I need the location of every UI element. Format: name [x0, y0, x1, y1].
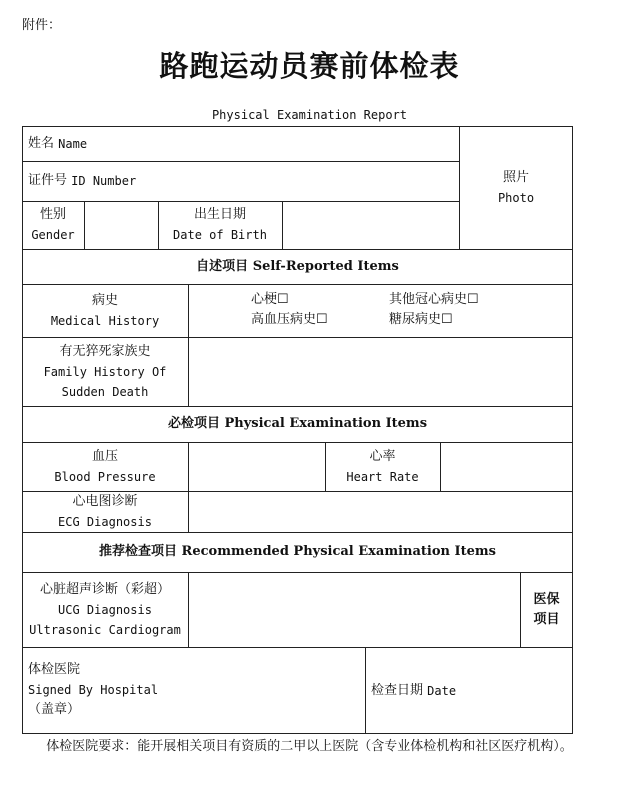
name-label-cn: 姓名 — [28, 135, 55, 151]
hospital-cn: 体检医院 — [28, 662, 81, 677]
ecg-label — [22, 491, 188, 532]
birth-label-en: Date of Birth — [173, 228, 267, 242]
page-title: 路跑运动员赛前体检表 — [159, 49, 460, 83]
photo-label-cn: 照片 — [502, 169, 529, 185]
option-diabetes[interactable]: 糖尿病史☐ — [389, 312, 453, 327]
heart-rate-label — [325, 442, 440, 491]
photo-label-en: Photo — [497, 190, 535, 205]
exam-date-label — [365, 647, 573, 734]
birth-label-cn: 出生日期 — [193, 207, 246, 222]
exam-date-cn: 检查日期 — [371, 682, 424, 698]
name-label — [22, 126, 459, 161]
footnote: 体检医院要求：能开展相关项目有资质的二甲以上医院（含专业体检机构和社区医疗机构）。 — [46, 739, 573, 754]
blood-pressure-en: Blood Pressure — [54, 469, 156, 484]
section-self-reported-title: 自述项目 Self-Reported Items — [196, 258, 399, 274]
hospital-label — [22, 655, 365, 725]
ucg-cn: 心脏超声诊断（彩超） — [39, 581, 170, 597]
gender-label-cn: 性别 — [39, 207, 66, 222]
ucg-en2: Ultrasonic Cardiogram — [29, 622, 181, 637]
medical-history-label — [22, 284, 188, 337]
photo-cell — [459, 126, 573, 249]
page-subtitle: Physical Examination Report — [211, 108, 408, 122]
hospital-en: Signed By Hospital — [28, 683, 159, 697]
medical-history-en: Medical History — [50, 313, 160, 328]
medical-history-cn: 病史 — [91, 292, 118, 308]
divider — [188, 284, 189, 406]
insurance-line2: 项目 — [533, 611, 560, 627]
ucg-en1: UCG Diagnosis — [58, 602, 152, 617]
insurance-line1: 医保 — [533, 591, 560, 607]
divider — [440, 442, 441, 491]
section-recommended-title: 推荐检查项目 Recommended Physical Examination Items — [99, 544, 496, 559]
blood-pressure-cn: 血压 — [91, 448, 118, 464]
birth-label — [158, 201, 282, 249]
ecg-cn: 心电图诊断 — [72, 493, 138, 509]
option-other-chd[interactable]: 其他冠心病史☐ — [389, 292, 479, 307]
divider — [188, 442, 189, 532]
gender-label-en: Gender — [31, 228, 75, 242]
ecg-en: ECG Diagnosis — [58, 514, 152, 529]
section-physical — [22, 406, 573, 442]
family-history-cn: 有无猝死家族史 — [59, 343, 151, 359]
divider — [188, 572, 189, 647]
id-number-label — [22, 161, 459, 201]
name-label-en: Name — [58, 136, 88, 151]
blood-pressure-label — [22, 442, 188, 491]
attachment-label: 附件： — [22, 18, 62, 33]
option-mi[interactable]: 心梗☐ — [251, 292, 289, 307]
ucg-label — [22, 572, 188, 647]
heart-rate-cn: 心率 — [369, 448, 396, 464]
family-history-en1: Family History Of — [43, 364, 167, 379]
section-recommended — [22, 532, 573, 572]
divider — [84, 201, 85, 249]
exam-date-en: Date — [427, 683, 457, 698]
section-self-reported — [22, 249, 573, 284]
gender-label — [22, 201, 84, 249]
divider — [282, 201, 283, 249]
hospital-seal: （盖章） — [28, 702, 81, 717]
id-label-cn: 证件号 — [28, 173, 68, 188]
id-label-en: ID Number — [71, 174, 137, 188]
section-physical-title: 必检项目 Physical Examination Items — [167, 416, 428, 431]
heart-rate-en: Heart Rate — [346, 469, 419, 484]
option-hypertension[interactable]: 高血压病史☐ — [251, 312, 328, 327]
family-history-label — [22, 337, 188, 406]
family-history-en2: Sudden Death — [61, 384, 149, 399]
insurance-label — [520, 572, 573, 647]
